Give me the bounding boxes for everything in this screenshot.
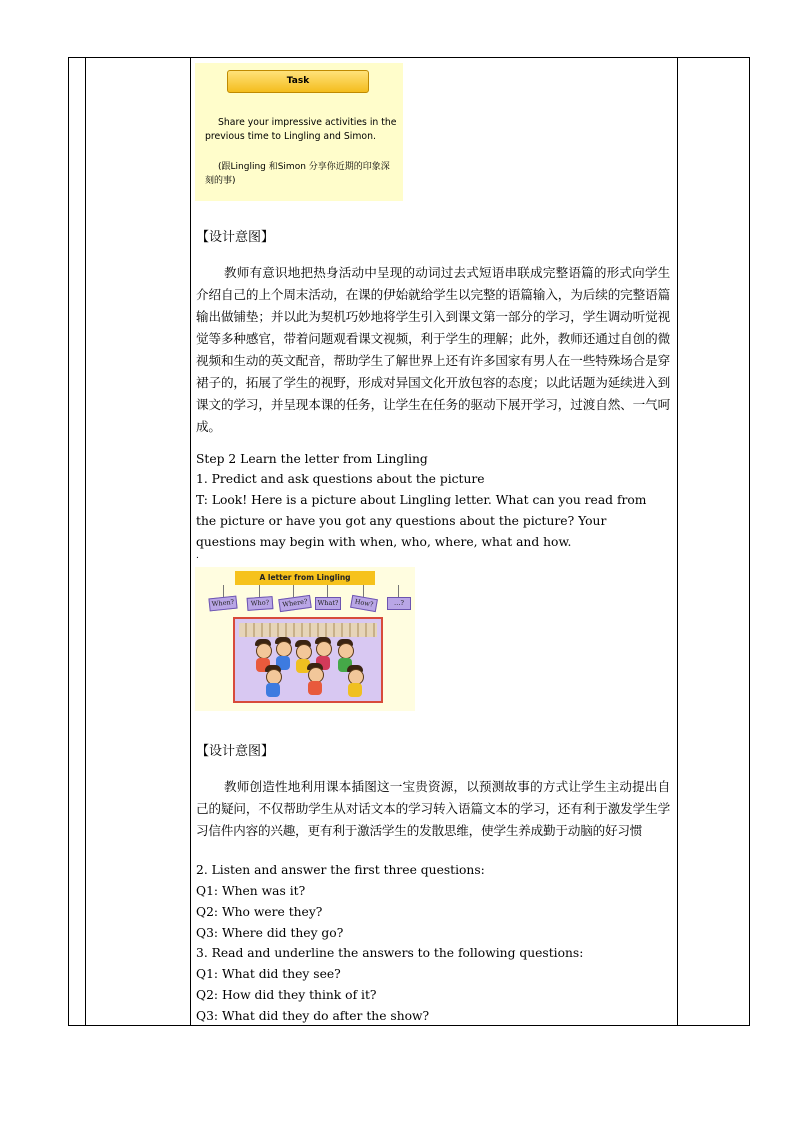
child-head <box>276 641 292 657</box>
question-tag: How? <box>350 595 378 612</box>
child-head <box>256 643 272 659</box>
child-head <box>296 644 312 660</box>
task-text-cn: (跟Lingling 和Simon 分享你近期的印象深刻的事) <box>205 162 390 186</box>
question-line: Q1: When was it? <box>196 884 306 898</box>
dot-mark: . <box>196 551 199 561</box>
task-label: Task <box>227 70 369 93</box>
children-scene <box>233 617 383 703</box>
tag-string <box>293 585 294 597</box>
child-body <box>348 683 362 697</box>
tag-string <box>398 585 399 597</box>
child-body <box>266 683 280 697</box>
letter-illustration <box>195 567 415 711</box>
column-divider <box>677 58 678 1025</box>
column-divider <box>190 58 191 1025</box>
design-heading: 【设计意图】 <box>196 744 275 759</box>
read-item: 3. Read and underline the answers to the following questions: <box>196 946 584 960</box>
child-head <box>316 641 332 657</box>
tag-string <box>327 585 328 597</box>
child-head <box>338 643 354 659</box>
task-illustration <box>195 63 403 201</box>
design-paragraph: 教师创造性地利用课本插图这一宝贵资源，以预测故事的方式让学生主动提出自己的疑问，不仅帮助学生从对话文本的学习转入语篇文本的学习，还有利于激发学生学习信件内容的兴趣，更有利于激活学生的发散思维，使学生养成勤于动脑的好习惯 <box>196 779 670 838</box>
letter-banner: A letter from Lingling <box>235 571 375 585</box>
teacher-prompt: T: Look! Here is a picture about Lingling letter. What can you read from the picture or have you got any questions about the picture? Your questions may begin with when, who, where, what and how. <box>196 493 647 549</box>
question-tag: What? <box>315 597 341 610</box>
task-text-en: Share your impressive activities in the previous time to Lingling and Simon. <box>205 117 397 142</box>
question-tag: When? <box>208 596 237 612</box>
question-line: Q3: Where did they go? <box>196 926 344 940</box>
step-title: Step 2 Learn the letter from Lingling <box>196 452 428 466</box>
design-paragraph: 教师有意识地把热身活动中呈现的动词过去式短语串联成完整语篇的形式向学生介绍自己的上个周末活动，在课的伊始就给学生以完整的语篇输入，为后续的完整语篇输出做铺垫；并以此为契机巧妙地将学生引入到课文第一部分的学习，学生调动听觉视觉等多种感官，带着问题观看课文视频，利于学生的理解；此外，教师还通过自创的微视频和生动的英文配音，帮助学生了解世界上还有许多国家有男人在一些特殊场合是穿裙子的，拓展了学生的视野，形成对异国文化开放包容的态度；以此话题为延续进入到课文的学习，并呈现本课的任务，让学生在任务的驱动下展开学习，过渡自然、一气呵成。 <box>196 265 670 434</box>
tag-string <box>363 585 364 597</box>
listen-item: 2. Listen and answer the first three questions: <box>196 863 485 877</box>
stage-backdrop <box>239 623 377 637</box>
question-line: Q3: What did they do after the show? <box>196 1009 430 1023</box>
question-line: Q1: What did they see? <box>196 967 341 981</box>
question-line: Q2: How did they think of it? <box>196 988 377 1002</box>
question-tag: Where? <box>278 595 311 612</box>
column-divider <box>85 58 86 1025</box>
child-body <box>308 681 322 695</box>
question-tag: Who? <box>247 596 274 611</box>
question-tag: …? <box>387 597 411 610</box>
tag-string <box>259 585 260 597</box>
design-heading: 【设计意图】 <box>196 230 275 245</box>
tag-string <box>223 585 224 597</box>
step-item: 1. Predict and ask questions about the picture <box>196 472 485 486</box>
question-line: Q2: Who were they? <box>196 905 323 919</box>
